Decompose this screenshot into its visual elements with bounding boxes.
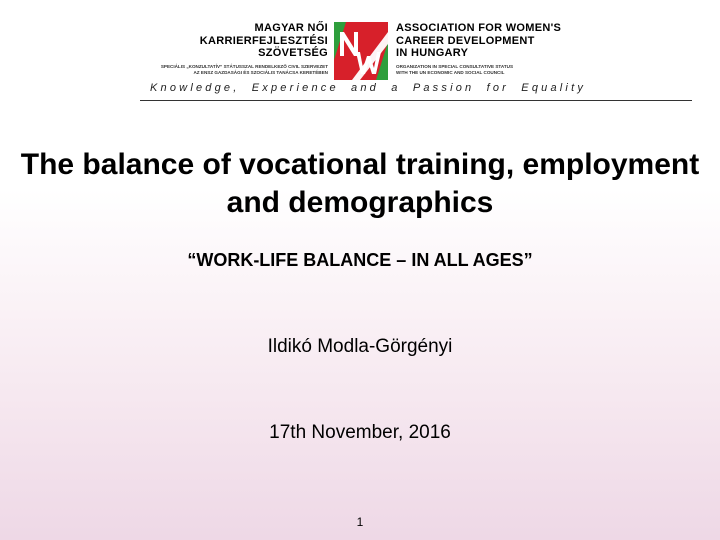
org-name-english-line: ASSOCIATION FOR WOMEN'S xyxy=(396,22,562,34)
nw-logo-icon xyxy=(334,22,388,80)
page-number: 1 xyxy=(356,515,364,529)
presentation-date: 17th November, 2016 xyxy=(269,422,451,443)
org-name-hungarian xyxy=(196,22,328,60)
org-name-hungarian-line: MAGYAR NŐI xyxy=(254,22,328,34)
slide-title: The balance of vocational training, employment and demographics xyxy=(20,148,700,219)
org-status-english xyxy=(396,64,513,76)
org-status-english-line: WITH THE UN ECONOMIC AND SOCIAL COUNCIL xyxy=(396,70,505,75)
org-status-hungarian-line: AZ ENSZ GAZDASÁGI ÉS SZOCIÁLIS TANÁCSA KERETÉBEN xyxy=(193,70,328,75)
org-status-hungarian xyxy=(150,64,328,76)
header-divider xyxy=(140,100,692,101)
org-name-english-line: CAREER DEVELOPMENT xyxy=(396,34,535,47)
org-status-hungarian-line: SPECIÁLIS „KONZULTATÍV” STÁTUSSZAL RENDELKEZŐ CIVIL SZERVEZET xyxy=(160,64,328,69)
org-name-english xyxy=(396,22,561,60)
author-name: Ildikó Modla-Görgényi xyxy=(267,336,453,357)
org-motto: Knowledge, Experience and a Passion for Equality xyxy=(150,82,587,94)
header xyxy=(0,0,720,104)
org-name-hungarian-line: KARRIERFEJLESZTÉSI xyxy=(199,34,328,47)
org-status-english-line: ORGANIZATION IN SPECIAL CONSULTATIVE STATUS xyxy=(396,64,514,69)
org-name-english-line: IN HUNGARY xyxy=(396,47,469,59)
org-name-hungarian-line: SZÖVETSÉG xyxy=(258,47,328,59)
slide-subtitle: “WORK-LIFE BALANCE – IN ALL AGES” xyxy=(187,250,533,270)
